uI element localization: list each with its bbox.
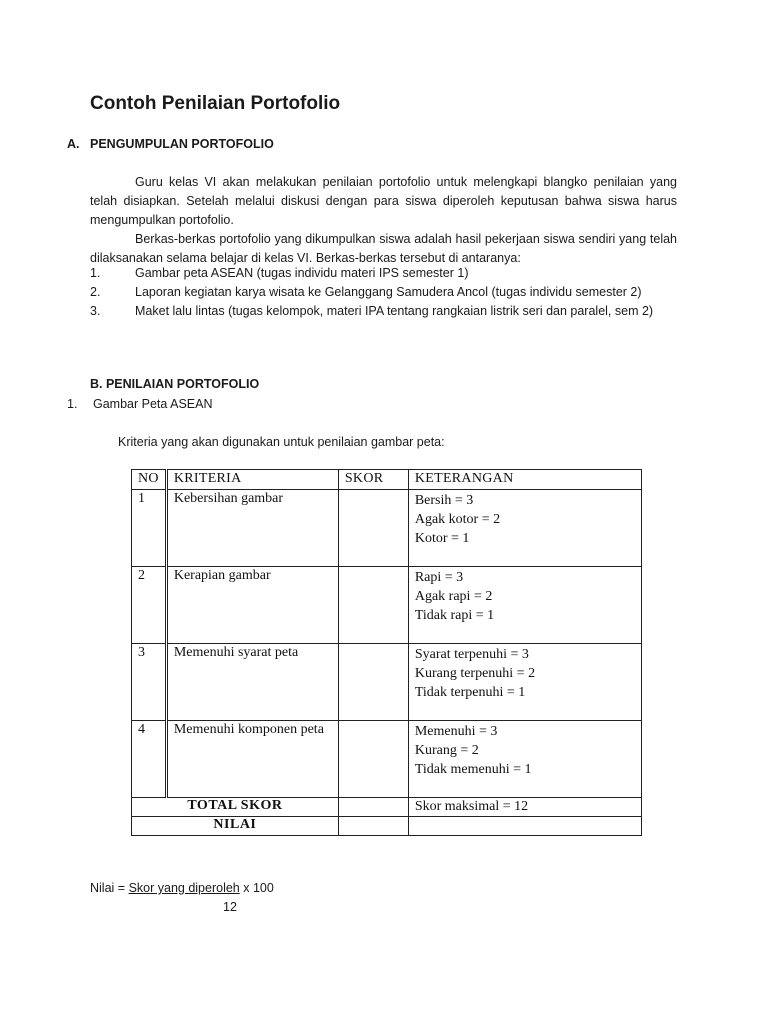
table-row (132, 490, 642, 567)
list-item-text: Gambar peta ASEAN (tugas individu materi IPS semester 1) (135, 266, 469, 280)
list-item-text: Maket lalu lintas (tugas kelompok, materi IPA tentang rangkaian listrik seri dan paralel, sem 2) (135, 304, 654, 318)
header-no: NO (132, 470, 167, 490)
list-item-number: 3. (90, 304, 101, 318)
cell-no: 4 (132, 721, 167, 798)
list-item-number: 2. (90, 285, 101, 299)
cell-skor[interactable] (338, 721, 408, 798)
table-row (132, 567, 642, 644)
keterangan-line: Tidak memenuhi = 1 (414, 762, 532, 777)
table-header-row (132, 470, 642, 490)
table-row (132, 721, 642, 798)
cell-no: 1 (132, 490, 167, 567)
keterangan-line: Kurang = 2 (414, 743, 479, 758)
list-item (90, 302, 690, 321)
cell-kriteria: Memenuhi komponen peta (166, 721, 338, 798)
cell-kriteria: Kerapian gambar (166, 567, 338, 644)
nilai-keterangan (408, 817, 641, 836)
cell-kriteria: Kebersihan gambar (166, 490, 338, 567)
table-row (132, 644, 642, 721)
score-formula (90, 881, 274, 895)
keterangan-line: Kurang terpenuhi = 2 (414, 666, 536, 681)
total-skor-keterangan: Skor maksimal = 12 (408, 798, 641, 817)
keterangan-line: Syarat terpenuhi = 3 (414, 647, 529, 662)
cell-skor[interactable] (338, 567, 408, 644)
cell-keterangan (408, 490, 641, 567)
total-skor-label: TOTAL SKOR (132, 798, 339, 817)
header-skor: SKOR (338, 470, 408, 490)
section-b-heading: B. PENILAIAN PORTOFOLIO (90, 377, 260, 391)
cell-no: 2 (132, 567, 167, 644)
keterangan-line: Tidak terpenuhi = 1 (414, 685, 526, 700)
nilai-cell[interactable] (338, 817, 408, 836)
nilai-row (132, 817, 642, 836)
keterangan-line: Agak kotor = 2 (414, 512, 501, 527)
paragraph-1: Guru kelas VI akan melakukan penilaian portofolio untuk melengkapi blangko penilaian yang telah disiapkan. Setelah melalui diskusi dengan para siswa diperoleh keputusan bahwa siswa harus mengumpulkan portofolio. (90, 175, 677, 227)
cell-keterangan (408, 644, 641, 721)
section-a-letter: A. (67, 137, 80, 151)
cell-keterangan (408, 721, 641, 798)
list-item-number: 1. (90, 266, 101, 280)
cell-no: 3 (132, 644, 167, 721)
cell-skor[interactable] (338, 490, 408, 567)
page-title: Contoh Penilaian Portofolio (90, 93, 341, 114)
subsection-heading (67, 397, 213, 411)
keterangan-line: Bersih = 3 (414, 493, 474, 508)
keterangan-line: Tidak rapi = 1 (414, 608, 495, 623)
keterangan-line: Agak rapi = 2 (414, 589, 493, 604)
total-skor-cell[interactable] (338, 798, 408, 817)
cell-keterangan (408, 567, 641, 644)
portfolio-list (90, 264, 690, 321)
header-keterangan: KETERANGAN (408, 470, 641, 490)
section-a-title: PENGUMPULAN PORTOFOLIO (90, 137, 274, 151)
list-item (90, 283, 690, 302)
total-row (132, 798, 642, 817)
cell-kriteria: Memenuhi syarat peta (166, 644, 338, 721)
header-kriteria: KRITERIA (166, 470, 338, 490)
formula-denominator: 12 (223, 900, 237, 914)
section-a-heading (67, 137, 274, 151)
list-item-text: Laporan kegiatan karya wisata ke Gelanggang Samudera Ancol (tugas individu semester 2) (135, 285, 642, 299)
paragraph-2: Berkas-berkas portofolio yang dikumpulkan siswa adalah hasil pekerjaan siswa sendiri yang telah dilaksanakan selama belajar di kelas VI. Berkas-berkas tersebut di antaranya: (90, 232, 677, 265)
criteria-intro: Kriteria yang akan digunakan untuk penilaian gambar peta: (118, 435, 445, 449)
nilai-label: NILAI (132, 817, 339, 836)
subsection-title: Gambar Peta ASEAN (93, 397, 213, 411)
subsection-number: 1. (67, 397, 78, 411)
formula-suffix: x 100 (239, 881, 274, 895)
keterangan-line: Memenuhi = 3 (414, 724, 498, 739)
keterangan-line: Rapi = 3 (414, 570, 464, 585)
list-item (90, 264, 690, 283)
keterangan-line: Kotor = 1 (414, 531, 470, 546)
formula-prefix: Nilai = (90, 881, 129, 895)
criteria-table (131, 469, 642, 836)
formula-numerator: Skor yang diperoleh (128, 881, 240, 895)
cell-skor[interactable] (338, 644, 408, 721)
